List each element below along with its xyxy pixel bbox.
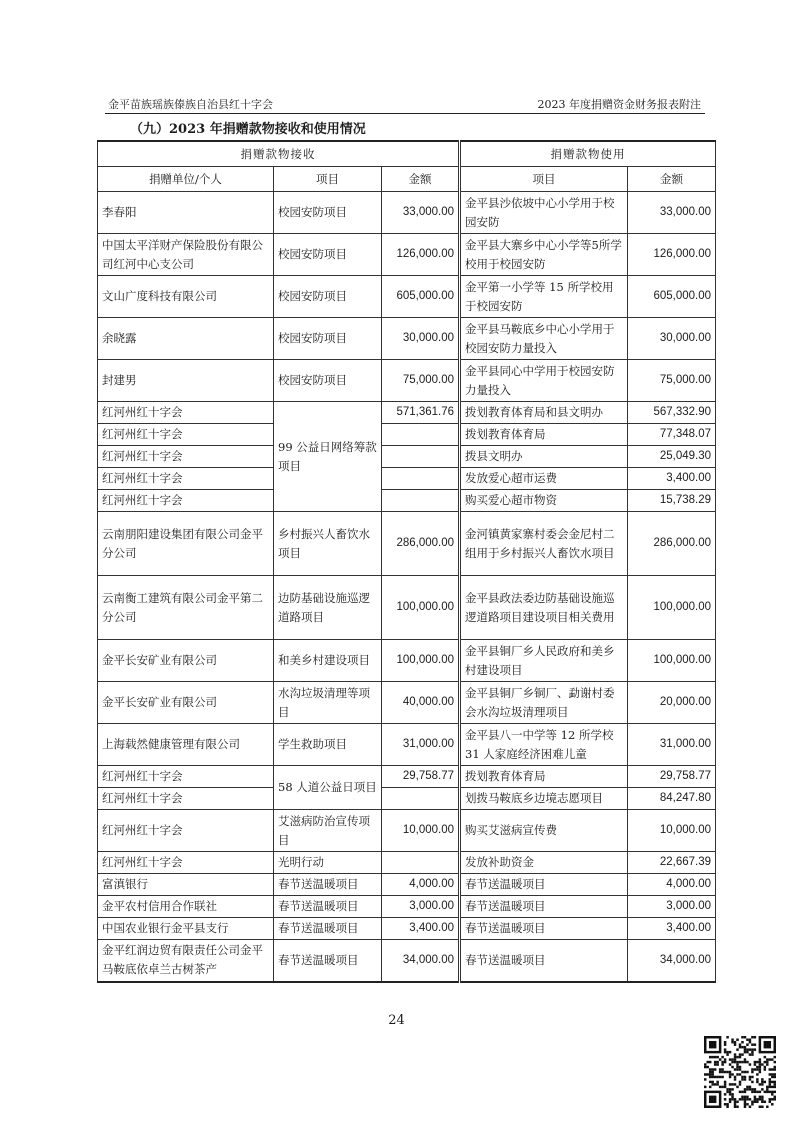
cell-donor: 红河州红十字会 <box>98 402 274 424</box>
cell-donor: 中国太平洋财产保险股份有限公司红河中心支公司 <box>98 234 274 276</box>
cell-use-project: 春节送温暖项目 <box>460 896 628 918</box>
cell-use-project: 金平县政法委边防基础设施巡逻道路项目建设项目相关费用 <box>460 576 628 640</box>
cell-use-project: 春节送温暖项目 <box>460 940 628 982</box>
cell-donor: 红河州红十字会 <box>98 852 274 874</box>
cell-use-amount: 100,000.00 <box>628 640 716 682</box>
cell-donor: 云南朋阳建设集团有限公司金平分公司 <box>98 512 274 576</box>
cell-use-amount: 22,667.39 <box>628 852 716 874</box>
cell-use-project: 金平第一小学等 15 所学校用于校园安防 <box>460 276 628 318</box>
cell-amount: 3,000.00 <box>382 896 460 918</box>
cell-amount: 75,000.00 <box>382 360 460 402</box>
table-row <box>98 682 716 724</box>
page-number: 24 <box>388 1013 405 1028</box>
cell-use-amount: 3,400.00 <box>628 468 716 490</box>
table-row <box>98 724 716 766</box>
table-row <box>98 852 716 874</box>
cell-use-amount: 15,738.29 <box>628 490 716 512</box>
cell-donor: 云南衡工建筑有限公司金平第二分公司 <box>98 576 274 640</box>
cell-project: 春节送温暖项目 <box>274 874 382 896</box>
cell-amount: 30,000.00 <box>382 318 460 360</box>
cell-project: 和美乡村建设项目 <box>274 640 382 682</box>
table-row <box>98 424 716 446</box>
cell-project: 春节送温暖项目 <box>274 918 382 940</box>
cell-donor: 金平农村信用合作联社 <box>98 896 274 918</box>
column-header-amount: 金额 <box>382 167 460 192</box>
cell-use-amount: 31,000.00 <box>628 724 716 766</box>
cell-use-amount: 605,000.00 <box>628 276 716 318</box>
column-header-donor: 捐赠单位/个人 <box>98 167 274 192</box>
donations-table <box>97 140 716 983</box>
cell-amount: 100,000.00 <box>382 640 460 682</box>
cell-amount <box>382 424 460 446</box>
cell-donor: 红河州红十字会 <box>98 490 274 512</box>
cell-use-project: 发放补助资金 <box>460 852 628 874</box>
cell-use-project: 春节送温暖项目 <box>460 874 628 896</box>
header-divider <box>105 113 705 114</box>
table-row <box>98 234 716 276</box>
cell-amount: 29,758.77 <box>382 766 460 788</box>
cell-amount: 10,000.00 <box>382 810 460 852</box>
cell-amount: 571,361.76 <box>382 402 460 424</box>
table-row <box>98 512 716 576</box>
cell-amount: 605,000.00 <box>382 276 460 318</box>
cell-use-amount: 286,000.00 <box>628 512 716 576</box>
cell-amount: 31,000.00 <box>382 724 460 766</box>
cell-donor: 红河州红十字会 <box>98 424 274 446</box>
header-organization: 金平苗族瑶族傣族自治县红十字会 <box>108 98 273 111</box>
cell-donor: 红河州红十字会 <box>98 468 274 490</box>
cell-donor: 金平长安矿业有限公司 <box>98 682 274 724</box>
cell-use-amount: 3,400.00 <box>628 918 716 940</box>
cell-amount: 4,000.00 <box>382 874 460 896</box>
cell-amount: 3,400.00 <box>382 918 460 940</box>
table-row <box>98 896 716 918</box>
cell-donor: 文山广度科技有限公司 <box>98 276 274 318</box>
table-row <box>98 788 716 810</box>
cell-use-project: 金平县沙依坡中心小学用于校园安防 <box>460 192 628 234</box>
table-row <box>98 810 716 852</box>
cell-use-project: 购买爱心超市物资 <box>460 490 628 512</box>
cell-use-project: 拨划教育体育局和县文明办 <box>460 402 628 424</box>
table-row <box>98 940 716 982</box>
cell-use-amount: 30,000.00 <box>628 318 716 360</box>
cell-project: 春节送温暖项目 <box>274 896 382 918</box>
group-header-receive: 捐赠款物接收 <box>98 141 460 167</box>
cell-amount: 33,000.00 <box>382 192 460 234</box>
qr-code-image <box>704 1036 776 1108</box>
cell-use-amount: 84,247.80 <box>628 788 716 810</box>
cell-project: 校园安防项目 <box>274 318 382 360</box>
cell-donor: 李春阳 <box>98 192 274 234</box>
cell-use-amount: 20,000.00 <box>628 682 716 724</box>
cell-amount: 286,000.00 <box>382 512 460 576</box>
cell-use-project: 购买艾滋病宣传费 <box>460 810 628 852</box>
cell-project: 校园安防项目 <box>274 276 382 318</box>
cell-amount <box>382 446 460 468</box>
cell-use-amount: 29,758.77 <box>628 766 716 788</box>
cell-donor: 中国农业银行金平县支行 <box>98 918 274 940</box>
cell-donor: 金平红润边贸有限责任公司金平马鞍底依卓兰古树茶产 <box>98 940 274 982</box>
column-header-project: 项目 <box>274 167 382 192</box>
cell-use-amount: 567,332.90 <box>628 402 716 424</box>
cell-donor: 富滇银行 <box>98 874 274 896</box>
cell-project: 99 公益日网络筹款项目 <box>274 402 382 512</box>
table-row <box>98 360 716 402</box>
cell-use-amount: 3,000.00 <box>628 896 716 918</box>
cell-use-project: 金平县铜厂乡人民政府和美乡村建设项目 <box>460 640 628 682</box>
cell-project: 光明行动 <box>274 852 382 874</box>
cell-use-amount: 100,000.00 <box>628 576 716 640</box>
cell-donor: 封建男 <box>98 360 274 402</box>
cell-use-project: 春节送温暖项目 <box>460 918 628 940</box>
table-row <box>98 490 716 512</box>
cell-use-amount: 34,000.00 <box>628 940 716 982</box>
table-row <box>98 576 716 640</box>
cell-use-project: 划拨马鞍底乡边境志愿项目 <box>460 788 628 810</box>
cell-project: 校园安防项目 <box>274 192 382 234</box>
cell-use-amount: 77,348.07 <box>628 424 716 446</box>
cell-use-project: 拨县文明办 <box>460 446 628 468</box>
cell-project: 乡村振兴人畜饮水项目 <box>274 512 382 576</box>
cell-use-project: 金河镇黄家寨村委会金尼村二组用于乡村振兴人畜饮水项目 <box>460 512 628 576</box>
table-row <box>98 918 716 940</box>
cell-use-project: 金平县同心中学用于校园安防力量投入 <box>460 360 628 402</box>
cell-use-amount: 126,000.00 <box>628 234 716 276</box>
table-row <box>98 276 716 318</box>
cell-donor: 红河州红十字会 <box>98 446 274 468</box>
cell-amount: 126,000.00 <box>382 234 460 276</box>
cell-amount: 34,000.00 <box>382 940 460 982</box>
cell-use-project: 金平县大寨乡中心小学等5所学校用于校园安防 <box>460 234 628 276</box>
cell-use-amount: 33,000.00 <box>628 192 716 234</box>
header-report-title: 2023 年度捐赠资金财务报表附注 <box>537 98 701 111</box>
cell-use-project: 发放爱心超市运费 <box>460 468 628 490</box>
table-row <box>98 402 716 424</box>
cell-project: 学生救助项目 <box>274 724 382 766</box>
cell-use-amount: 25,049.30 <box>628 446 716 468</box>
cell-donor: 红河州红十字会 <box>98 810 274 852</box>
cell-project: 校园安防项目 <box>274 234 382 276</box>
cell-use-project: 拨划教育体育局 <box>460 424 628 446</box>
cell-use-project: 拨划教育体育局 <box>460 766 628 788</box>
cell-donor: 金平长安矿业有限公司 <box>98 640 274 682</box>
cell-project: 校园安防项目 <box>274 360 382 402</box>
table-row <box>98 766 716 788</box>
cell-amount <box>382 468 460 490</box>
cell-use-project: 金平县铜厂乡铜厂、勐谢村委会水沟垃圾清理项目 <box>460 682 628 724</box>
cell-amount <box>382 788 460 810</box>
cell-project: 边防基础设施巡逻道路项目 <box>274 576 382 640</box>
table-row <box>98 468 716 490</box>
cell-use-amount: 75,000.00 <box>628 360 716 402</box>
cell-donor: 红河州红十字会 <box>98 766 274 788</box>
column-header-use-project: 项目 <box>460 167 628 192</box>
table-row <box>98 874 716 896</box>
cell-use-amount: 10,000.00 <box>628 810 716 852</box>
cell-donor: 余晓露 <box>98 318 274 360</box>
section-title: （九）2023 年捐赠款物接收和使用情况 <box>130 122 366 137</box>
cell-use-project: 金平县马鞍底乡中心小学用于校园安防力量投入 <box>460 318 628 360</box>
table-row <box>98 318 716 360</box>
cell-project: 水沟垃圾清理等项目 <box>274 682 382 724</box>
cell-project: 58 人道公益日项目 <box>274 766 382 810</box>
cell-project: 春节送温暖项目 <box>274 940 382 982</box>
group-header-use: 捐赠款物使用 <box>460 141 716 167</box>
cell-amount: 100,000.00 <box>382 576 460 640</box>
cell-donor: 红河州红十字会 <box>98 788 274 810</box>
table-row <box>98 446 716 468</box>
cell-amount <box>382 852 460 874</box>
cell-use-project: 金平县八一中学等 12 所学校 31 人家庭经济困难儿童 <box>460 724 628 766</box>
table-row <box>98 640 716 682</box>
cell-amount: 40,000.00 <box>382 682 460 724</box>
cell-project: 艾滋病防治宣传项目 <box>274 810 382 852</box>
table-row <box>98 192 716 234</box>
cell-amount <box>382 490 460 512</box>
cell-use-amount: 4,000.00 <box>628 874 716 896</box>
column-header-use-amount: 金额 <box>628 167 716 192</box>
cell-donor: 上海载然健康管理有限公司 <box>98 724 274 766</box>
table-body <box>98 192 716 982</box>
